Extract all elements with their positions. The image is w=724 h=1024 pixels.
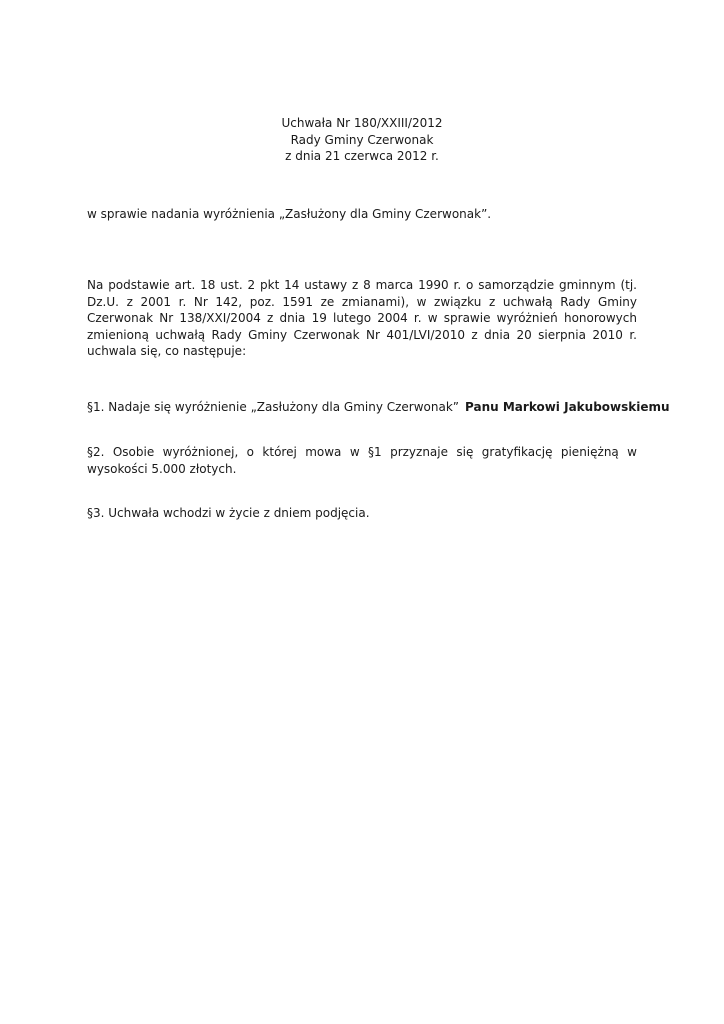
resolution-number: Uchwała Nr 180/XXIII/2012 bbox=[281, 116, 443, 130]
honoree-name: Panu Markowi Jakubowskiemu bbox=[465, 400, 670, 414]
resolution-header bbox=[0, 115, 724, 165]
section-1 bbox=[87, 399, 670, 416]
section-1-text: §1. Nadaje się wyróżnienie „Zasłużony dla Gminy Czerwonak” bbox=[87, 400, 460, 414]
section-2: §2. Osobie wyróżnionej, o której mowa w §1 przyznaje się gratyfikację pieniężną w wysokości 5.000 złotych. bbox=[87, 445, 637, 476]
legal-basis-paragraph: Na podstawie art. 18 ust. 2 pkt 14 ustawy z 8 marca 1990 r. o samorządzie gminnym (tj. Dz.U. z 2001 r. Nr 142, poz. 1591 ze zmianami), w związku z uchwałą Rady Gminy Czerwonak Nr 138/XXI/2004 z dnia 19 lutego 2004 r. w sprawie wyróżnień honorowych zmienioną uchwałą Rady Gminy Czerwonak Nr 401/LVI/2010 z dnia 20 sierpnia 2010 r. uchwala się, co następuje: bbox=[87, 278, 637, 358]
resolution-subject: w sprawie nadania wyróżnienia „Zasłużony dla Gminy Czerwonak”. bbox=[87, 207, 492, 221]
council-name: Rady Gminy Czerwonak bbox=[290, 132, 434, 147]
resolution-date: z dnia 21 czerwca 2012 r. bbox=[285, 149, 439, 163]
section-3: §3. Uchwała wchodzi w życie z dniem podjęcia. bbox=[87, 506, 370, 520]
